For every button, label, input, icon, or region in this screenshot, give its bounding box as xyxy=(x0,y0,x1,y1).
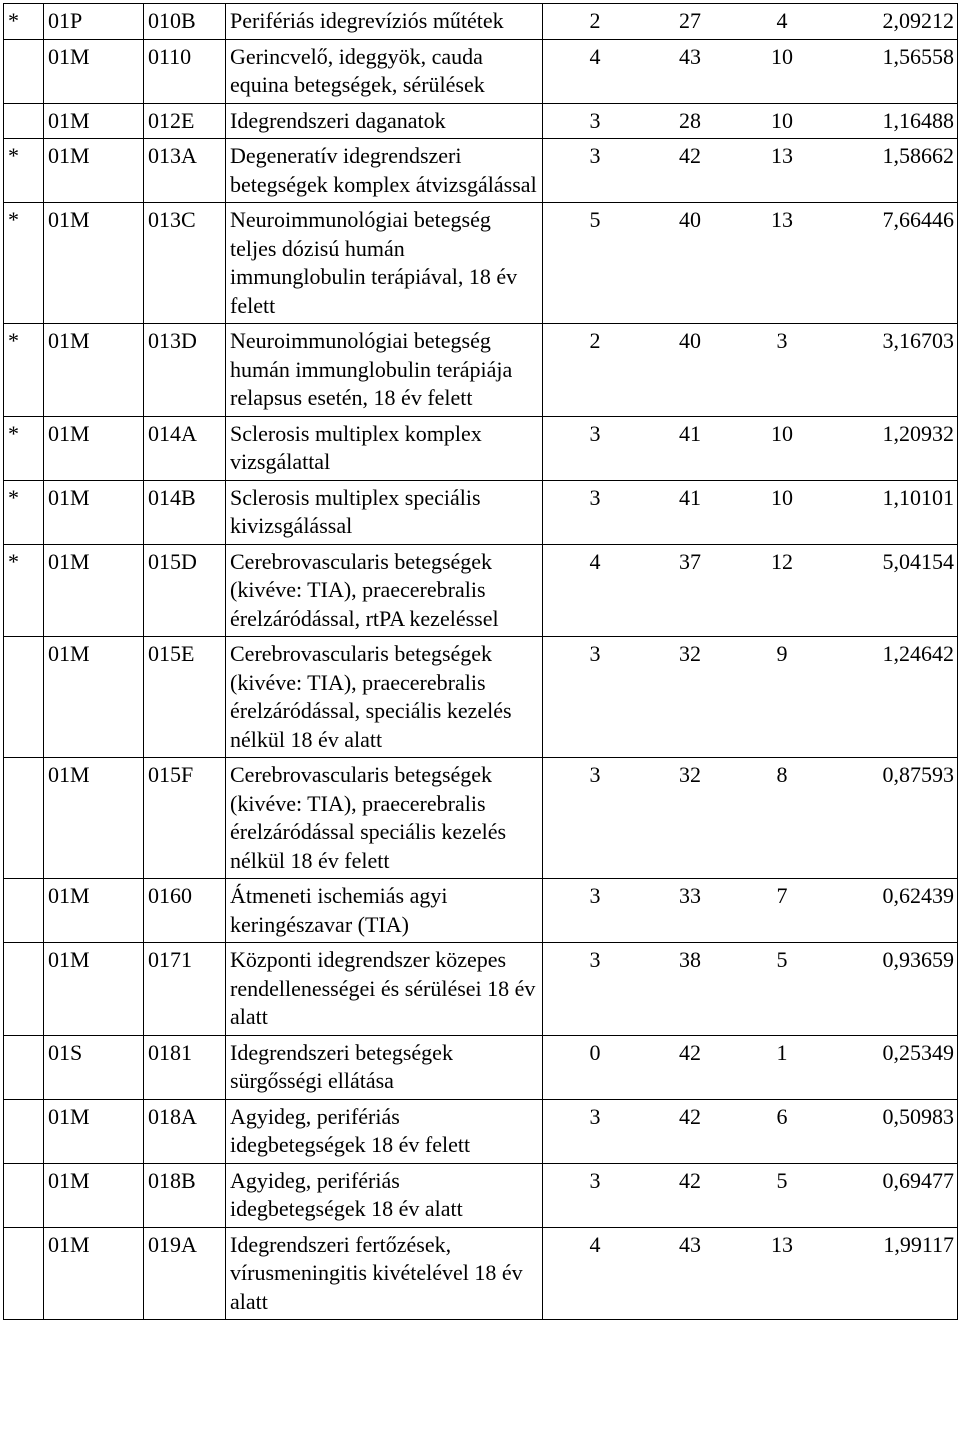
table-row xyxy=(4,416,958,480)
numeric-values-cell xyxy=(543,139,958,203)
normative-days: 9 xyxy=(776,641,788,666)
normative-days: 10 xyxy=(771,484,793,510)
upper-limit-days: 42 xyxy=(679,1167,701,1193)
drg-code-cell: 015E xyxy=(144,637,226,758)
mdc-code-cell: 01M xyxy=(44,324,144,417)
table-row xyxy=(4,943,958,1036)
upper-limit-days: 40 xyxy=(679,207,701,232)
table-row xyxy=(4,4,958,40)
upper-limit-days: 42 xyxy=(679,1103,701,1129)
mdc-code-cell: 01M xyxy=(44,416,144,480)
numeric-values-cell xyxy=(543,1099,958,1163)
lower-limit-days: 4 xyxy=(589,1231,601,1257)
numeric-values-cell xyxy=(543,39,958,103)
numeric-values-cell xyxy=(543,416,958,480)
mdc-code-cell: 01M xyxy=(44,1227,144,1320)
drg-code-cell: 010B xyxy=(144,4,226,40)
normative-days: 13 xyxy=(771,1231,793,1257)
star-marker-cell xyxy=(4,943,44,1036)
weight-value: 3,16703 xyxy=(882,328,954,353)
drg-name-cell: Központi idegrendszer közepes rendellenességei és sérülései 18 év alatt xyxy=(226,943,543,1036)
lower-limit-days: 2 xyxy=(589,8,601,33)
drg-code-cell: 014B xyxy=(144,480,226,544)
upper-limit-days: 27 xyxy=(679,8,701,33)
drg-name-cell: Perifériás idegrevíziós műtétek xyxy=(226,4,543,40)
numeric-values-cell xyxy=(543,103,958,139)
star-marker-cell xyxy=(4,758,44,879)
star-marker-cell: * xyxy=(4,139,44,203)
star-marker-cell: * xyxy=(4,4,44,40)
numeric-values-cell xyxy=(543,758,958,879)
mdc-code-cell: 01M xyxy=(44,39,144,103)
lower-limit-days: 2 xyxy=(589,328,601,353)
drg-code-cell: 0171 xyxy=(144,943,226,1036)
normative-days: 7 xyxy=(776,883,788,908)
drg-code-cell: 013D xyxy=(144,324,226,417)
drg-code-cell: 0160 xyxy=(144,879,226,943)
lower-limit-days: 4 xyxy=(589,548,601,574)
drg-code-cell: 015F xyxy=(144,758,226,879)
numeric-values-cell xyxy=(543,1163,958,1227)
star-marker-cell: * xyxy=(4,480,44,544)
drg-code-cell: 018B xyxy=(144,1163,226,1227)
normative-days: 8 xyxy=(776,762,788,787)
lower-limit-days: 3 xyxy=(589,1167,601,1193)
weight-value: 0,50983 xyxy=(882,1103,954,1129)
drg-code-cell: 014A xyxy=(144,416,226,480)
table-row xyxy=(4,1035,958,1099)
upper-limit-days: 32 xyxy=(679,762,701,787)
star-marker-cell: * xyxy=(4,416,44,480)
lower-limit-days: 3 xyxy=(589,107,601,133)
drg-name-cell: Sclerosis multiplex komplex vizsgálattal xyxy=(226,416,543,480)
weight-value: 0,25349 xyxy=(882,1039,954,1065)
weight-value: 7,66446 xyxy=(882,207,954,232)
normative-days: 10 xyxy=(771,43,793,69)
normative-days: 6 xyxy=(776,1103,788,1129)
lower-limit-days: 3 xyxy=(589,762,601,787)
star-marker-cell xyxy=(4,879,44,943)
star-marker-cell: * xyxy=(4,544,44,637)
mdc-code-cell: 01M xyxy=(44,879,144,943)
numeric-values-cell xyxy=(543,1227,958,1320)
numeric-values-cell xyxy=(543,943,958,1036)
table-row xyxy=(4,544,958,637)
normative-days: 5 xyxy=(776,1167,788,1193)
drg-name-cell: Neuroimmunológiai betegség teljes dózisú humán immunglobulin terápiával, 18 év felett xyxy=(226,203,543,324)
weight-value: 1,20932 xyxy=(882,420,954,446)
mdc-code-cell: 01M xyxy=(44,1163,144,1227)
drg-name-cell: Sclerosis multiplex speciális kivizsgálással xyxy=(226,480,543,544)
table-row xyxy=(4,1099,958,1163)
star-marker-cell xyxy=(4,1099,44,1163)
lower-limit-days: 0 xyxy=(589,1039,601,1065)
table-row xyxy=(4,103,958,139)
lower-limit-days: 3 xyxy=(589,420,601,446)
mdc-code-cell: 01M xyxy=(44,943,144,1036)
upper-limit-days: 43 xyxy=(679,43,701,69)
weight-value: 5,04154 xyxy=(882,548,954,574)
mdc-code-cell: 01P xyxy=(44,4,144,40)
lower-limit-days: 5 xyxy=(589,207,601,232)
normative-days: 3 xyxy=(776,328,788,353)
upper-limit-days: 42 xyxy=(679,1039,701,1065)
weight-value: 1,56558 xyxy=(882,43,954,69)
mdc-code-cell: 01M xyxy=(44,480,144,544)
star-marker-cell: * xyxy=(4,203,44,324)
upper-limit-days: 41 xyxy=(679,420,701,446)
normative-days: 10 xyxy=(771,107,793,133)
table-body xyxy=(4,4,958,1320)
drg-code-cell: 019A xyxy=(144,1227,226,1320)
lower-limit-days: 3 xyxy=(589,947,601,972)
table-row xyxy=(4,879,958,943)
table-row xyxy=(4,480,958,544)
table-row xyxy=(4,324,958,417)
normative-days: 10 xyxy=(771,420,793,446)
upper-limit-days: 38 xyxy=(679,947,701,972)
numeric-values-cell xyxy=(543,480,958,544)
numeric-values-cell xyxy=(543,544,958,637)
upper-limit-days: 41 xyxy=(679,484,701,510)
drg-code-cell: 013C xyxy=(144,203,226,324)
drg-name-cell: Neuroimmunológiai betegség humán immunglobulin terápiája relapsus esetén, 18 év felett xyxy=(226,324,543,417)
drg-name-cell: Agyideg, perifériás idegbetegségek 18 év felett xyxy=(226,1099,543,1163)
numeric-values-cell xyxy=(543,203,958,324)
normative-days: 13 xyxy=(771,143,793,168)
drg-name-cell: Degeneratív idegrendszeri betegségek komplex átvizsgálással xyxy=(226,139,543,203)
drg-code-cell: 012E xyxy=(144,103,226,139)
mdc-code-cell: 01M xyxy=(44,203,144,324)
upper-limit-days: 32 xyxy=(679,641,701,666)
table-row xyxy=(4,139,958,203)
table-row xyxy=(4,758,958,879)
star-marker-cell xyxy=(4,1035,44,1099)
upper-limit-days: 43 xyxy=(679,1231,701,1257)
lower-limit-days: 3 xyxy=(589,484,601,510)
drg-name-cell: Idegrendszeri fertőzések, vírusmeningitis kivételével 18 év alatt xyxy=(226,1227,543,1320)
normative-days: 12 xyxy=(771,548,793,574)
weight-value: 1,58662 xyxy=(882,143,954,168)
mdc-code-cell: 01M xyxy=(44,544,144,637)
weight-value: 1,99117 xyxy=(883,1231,954,1257)
lower-limit-days: 3 xyxy=(589,143,601,168)
star-marker-cell: * xyxy=(4,324,44,417)
upper-limit-days: 40 xyxy=(679,328,701,353)
mdc-code-cell: 01M xyxy=(44,758,144,879)
table-row xyxy=(4,39,958,103)
drg-name-cell: Cerebrovascularis betegségek (kivéve: TIA), praecerebralis érelzáródással, rtPA kezeléssel xyxy=(226,544,543,637)
star-marker-cell xyxy=(4,39,44,103)
numeric-values-cell xyxy=(543,1035,958,1099)
normative-days: 4 xyxy=(776,8,788,33)
star-marker-cell xyxy=(4,1227,44,1320)
mdc-code-cell: 01M xyxy=(44,637,144,758)
upper-limit-days: 28 xyxy=(679,107,701,133)
normative-days: 13 xyxy=(771,207,793,232)
lower-limit-days: 3 xyxy=(589,883,601,908)
drg-code-cell: 0110 xyxy=(144,39,226,103)
drg-name-cell: Cerebrovascularis betegségek (kivéve: TIA), praecerebralis érelzáródással speciális kezelés nélkül 18 év felett xyxy=(226,758,543,879)
table-row xyxy=(4,203,958,324)
star-marker-cell xyxy=(4,103,44,139)
mdc-code-cell: 01S xyxy=(44,1035,144,1099)
upper-limit-days: 37 xyxy=(679,548,701,574)
upper-limit-days: 42 xyxy=(679,143,701,168)
normative-days: 5 xyxy=(776,947,788,972)
weight-value: 2,09212 xyxy=(882,8,954,33)
drg-name-cell: Idegrendszeri betegségek sürgősségi ellátása xyxy=(226,1035,543,1099)
drg-name-cell: Cerebrovascularis betegségek (kivéve: TIA), praecerebralis érelzáródással, speciális kezelés nélkül 18 év alatt xyxy=(226,637,543,758)
normative-days: 1 xyxy=(776,1039,788,1065)
drg-name-cell: Átmeneti ischemiás agyi keringészavar (TIA) xyxy=(226,879,543,943)
upper-limit-days: 33 xyxy=(679,883,701,908)
drg-code-cell: 0181 xyxy=(144,1035,226,1099)
star-marker-cell xyxy=(4,637,44,758)
mdc-code-cell: 01M xyxy=(44,1099,144,1163)
table-row xyxy=(4,1227,958,1320)
weight-value: 1,24642 xyxy=(882,641,954,666)
mdc-code-cell: 01M xyxy=(44,103,144,139)
drg-code-cell: 018A xyxy=(144,1099,226,1163)
numeric-values-cell xyxy=(543,879,958,943)
drg-code-cell: 013A xyxy=(144,139,226,203)
weight-value: 0,87593 xyxy=(882,762,954,787)
drg-name-cell: Idegrendszeri daganatok xyxy=(226,103,543,139)
weight-value: 0,69477 xyxy=(882,1167,954,1193)
weight-value: 1,16488 xyxy=(882,107,954,133)
lower-limit-days: 4 xyxy=(589,43,601,69)
weight-value: 1,10101 xyxy=(882,484,954,510)
drg-code-table xyxy=(3,3,958,1320)
mdc-code-cell: 01M xyxy=(44,139,144,203)
drg-name-cell: Gerincvelő, ideggyök, cauda equina betegségek, sérülések xyxy=(226,39,543,103)
drg-name-cell: Agyideg, perifériás idegbetegségek 18 év alatt xyxy=(226,1163,543,1227)
drg-code-cell: 015D xyxy=(144,544,226,637)
weight-value: 0,93659 xyxy=(882,947,954,972)
table-row xyxy=(4,637,958,758)
numeric-values-cell xyxy=(543,4,958,40)
weight-value: 0,62439 xyxy=(882,883,954,908)
numeric-values-cell xyxy=(543,637,958,758)
lower-limit-days: 3 xyxy=(589,641,601,666)
lower-limit-days: 3 xyxy=(589,1103,601,1129)
table-row xyxy=(4,1163,958,1227)
star-marker-cell xyxy=(4,1163,44,1227)
numeric-values-cell xyxy=(543,324,958,417)
